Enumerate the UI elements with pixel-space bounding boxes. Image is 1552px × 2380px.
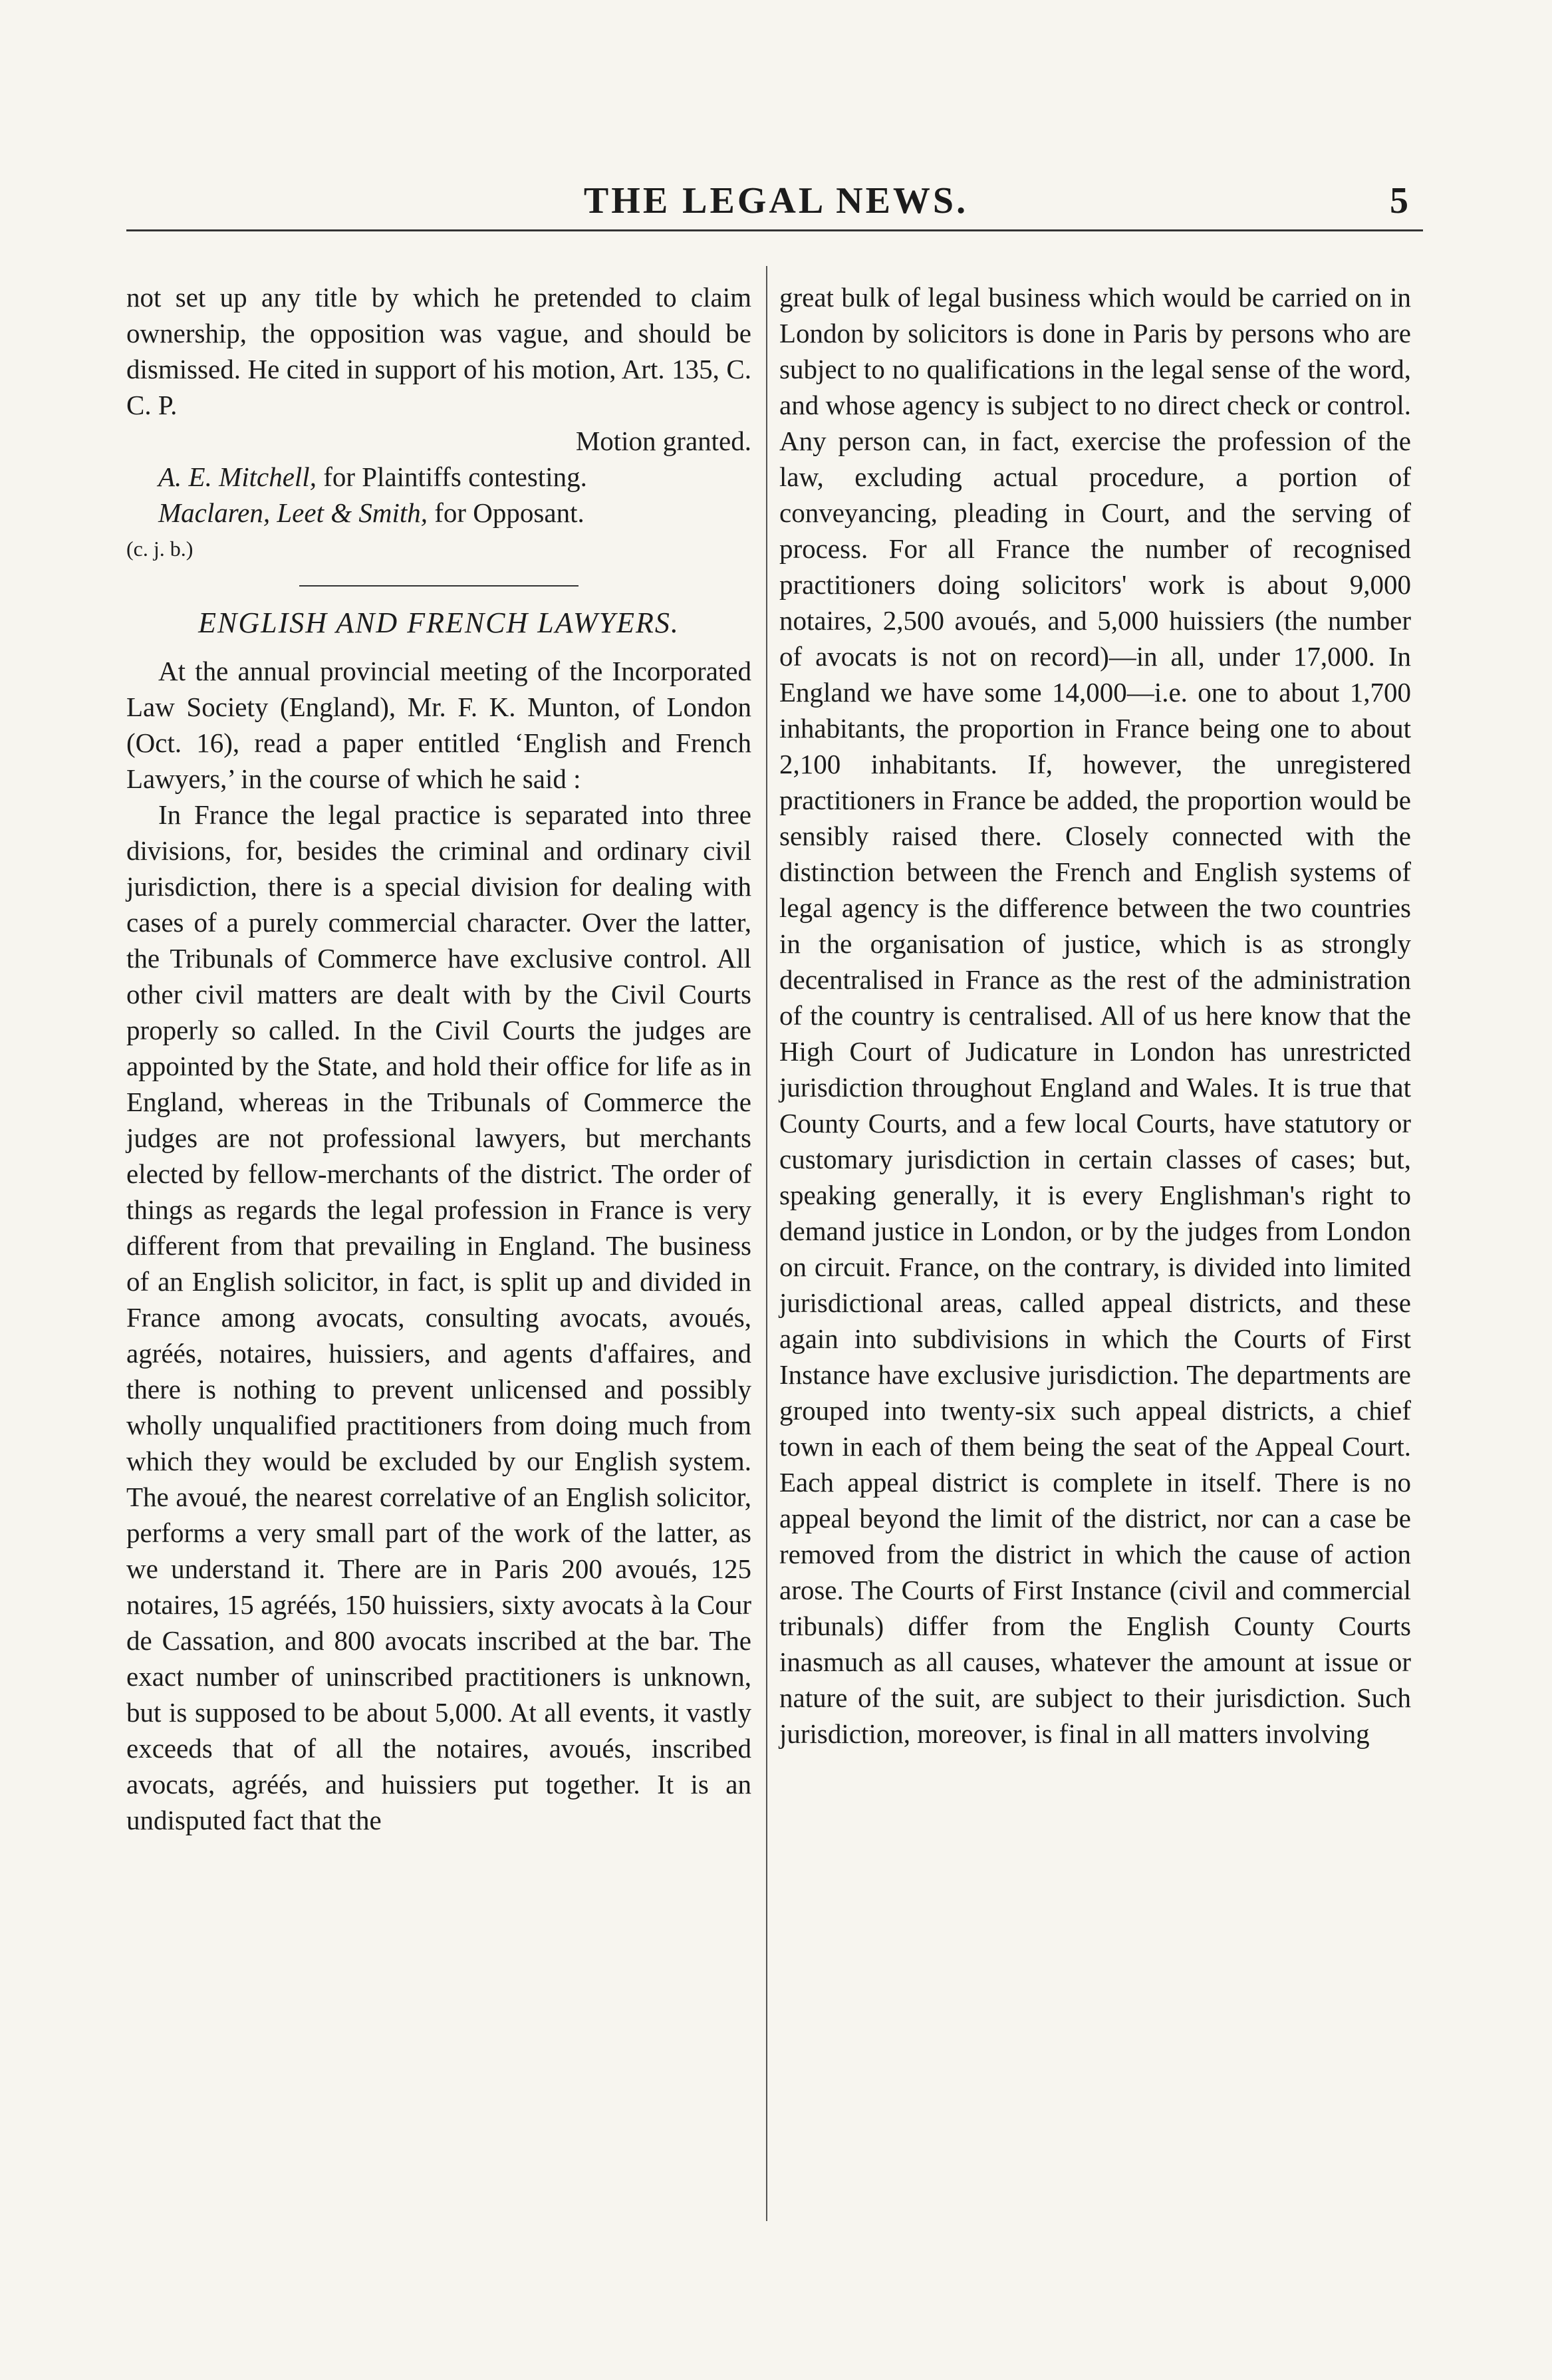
article-title: ENGLISH AND FRENCH LAWYERS. — [198, 606, 680, 639]
counsel-plaintiff — [126, 459, 751, 495]
counsel-plaintiff-names: A. E. Mitchell, — [158, 462, 317, 492]
header-rule — [126, 229, 1423, 231]
column-divider — [766, 266, 767, 2221]
case-report-ending: not set up any title by which he pretended to claim ownership, the opposition was vague, and should be dismissed. He cited in support of his motion, Art. 135, C. C. P. — [126, 282, 751, 420]
page-header-title: THE LEGAL NEWS. — [583, 180, 969, 221]
counsel-plaintiff-role: for Plaintiffs contesting. — [316, 462, 587, 492]
left-column — [126, 279, 751, 1838]
article-body-right: great bulk of legal business which would be carried on in London by solicitors is done in Paris by persons who are subject to no qualifications in the legal sense of the word, and whose agency is subject to no direct check or control. Any person can, in fact, exercise the profession of the law, excluding actual procedure, a portion of conveyancing, pleading in Court, and the serving of process. For all France the number of recognised practitioners doing solicitors' work is about 9,000 notaires, 2,500 avoués, and 5,000 huissiers (the number of avocats is not on record)—in all, under 17,000. In England we have some 14,000—i.e. one to about 1,700 inhabitants, the proportion in France being one to about 2,100 inhabitants. If, however, the unregistered practitioners in France be added, the proportion would be sensibly raised there. Closely connected with the distinction between the French and English systems of legal agency is the difference between the two countries in the organisation of justice, which is as strongly decentralised in France as the rest of the administration of the country is centralised. All of us here know that the High Court of Judicature in London has unrestricted jurisdiction throughout England and Wales. It is true that County Courts, and a few local Courts, have statutory or customary jurisdiction in certain classes of cases; but, speaking generally, it is every Englishman's right to demand justice in London, or by the judges from London on circuit. France, on the contrary, is divided into limited jurisdictional areas, called appeal districts, and these again into subdivisions in which the Courts of First Instance have exclusive jurisdiction. The departments are grouped into twenty-six such appeal districts, a chief town in each of them being the seat of the Appeal Court. Each appeal district is complete in itself. There is no appeal beyond the limit of the district, nor can a case be removed from the district in which the cause of action arose. The Courts of First Instance (civil and commercial tribunals) differ from the English County Courts inasmuch as all causes, whatever the amount at issue or nature of the suit, are subject to their jurisdiction. Such jurisdiction, moreover, is final in all matters involving — [779, 282, 1411, 1749]
counsel-opposant-role: for Opposant. — [428, 497, 584, 528]
motion-result: Motion granted. — [575, 426, 751, 456]
counsel-opposant-names: Maclaren, Leet & Smith, — [158, 497, 428, 528]
reporter-initials: (c. j. b.) — [126, 537, 194, 561]
counsel-opposant — [126, 495, 751, 531]
right-column — [779, 279, 1411, 1752]
page-number: 5 — [1390, 180, 1408, 221]
section-divider — [299, 585, 579, 587]
article-body-left: In France the legal practice is separated into three divisions, for, besides the criminal and ordinary civil jurisdiction, there is a special division for dealing with cases of a purely commercial character. Over the latter, the Tribunals of Commerce have exclusive control. All other civil matters are dealt with by the Civil Courts properly so called. In the Civil Courts the judges are appointed by the State, and hold their office for life as in England, whereas in the Tribunals of Commerce the judges are not professional lawyers, but merchants elected by fellow-merchants of the district. The order of things as regards the legal profession in France is very different from that prevailing in England. The business of an English solicitor, in fact, is split up and divided in France among avocats, consulting avocats, avoués, agréés, notaires, huissiers, and agents d'affaires, and there is nothing to prevent unlicensed and possibly wholly unqualified practitioners from doing much from which they would be excluded by our English system. The avoué, the nearest correlative of an English solicitor, performs a very small part of the work of the latter, as we understand it. There are in Paris 200 avoués, 125 notaires, 15 agréés, 150 huissiers, sixty avocats à la Cour de Cassation, and 800 avocats inscribed at the bar. The exact number of uninscribed practitioners is unknown, but is supposed to be about 5,000. At all events, it vastly exceeds that of all the notaires, avoués, inscribed avocats, agréés, and huissiers put together. It is an undisputed fact that the — [126, 799, 751, 1835]
article-intro: At the annual provincial meeting of the Incorporated Law Society (England), Mr. F. K. Munton, of London (Oct. 16), read a paper entitled ‘English and French Lawyers,’ in the course of which he said : — [126, 656, 751, 794]
